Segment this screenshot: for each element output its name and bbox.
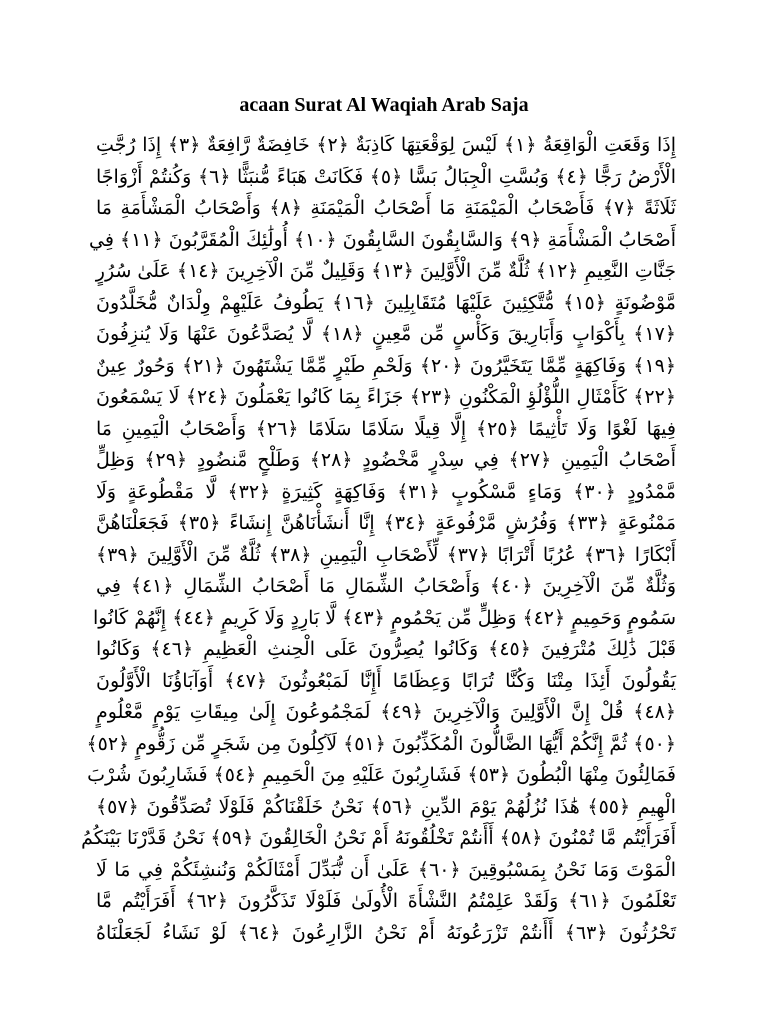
verse-line: ﴿٢٢﴾ كَأَمْثَالِ اللُّؤْلُؤِ الْمَكْنُونِ ﴿٢٣﴾ جَزَاءً بِمَا كَانُوا يَعْمَلُونَ ﴿٢٤﴾ لَا يَسْمَعُونَ [96, 386, 676, 408]
verse-line: تَحْرُثُونَ ﴿٦٣﴾ أَأَنتُمْ تَزْرَعُونَهُ أَمْ نَحْنُ الزَّارِعُونَ ﴿٦٤﴾ لَوْ نَشَاءُ لَجَعَلْنَاهُ [96, 921, 676, 944]
verse-line: قَبْلَ ذَٰلِكَ مُتْرَفِينَ ﴿٤٥﴾ وَكَانُوا يُصِرُّونَ عَلَى الْحِنثِ الْعَظِيمِ ﴿٤٦﴾ وَكَانُوا [96, 638, 676, 660]
verse-line: فَمَالِئُونَ مِنْهَا الْبُطُونَ ﴿٥٣﴾ فَشَارِبُونَ عَلَيْهِ مِنَ الْحَمِيمِ ﴿٥٤﴾ فَشَارِبُونَ شُرْبَ [87, 764, 676, 786]
verse-line: فِيهَا لَغْوًا وَلَا تَأْثِيمًا ﴿٢٥﴾ إِلَّا قِيلًا سَلَامًا سَلَامًا ﴿٢٦﴾ وَأَصْحَابُ الْيَمِينِ مَا [96, 417, 676, 440]
verse-line: مَّوْضُونَةٍ ﴿١٥﴾ مُّتَّكِئِينَ عَلَيْهَا مُتَقَابِلِينَ ﴿١٦﴾ يَطُوفُ عَلَيْهِمْ وِلْدَانٌ مُّخَلَّدُونَ [96, 291, 676, 314]
verse-line: أَصْحَابُ الْمَشْأَمَةِ ﴿٩﴾ وَالسَّابِقُونَ السَّابِقُونَ ﴿١٠﴾ أُولَٰئِكَ الْمُقَرَّبُونَ ﴿١١﴾ فِي [89, 228, 676, 251]
verse-line: وَثُلَّةٌ مِّنَ الْآخِرِينَ ﴿٤٠﴾ وَأَصْحَابُ الشِّمَالِ مَا أَصْحَابُ الشِّمَالِ ﴿٤١﴾ فِي [96, 575, 677, 597]
verse-line: مَمْنُوعَةٍ ﴿٣٣﴾ وَفُرُشٍ مَّرْفُوعَةٍ ﴿٣٤﴾ إِنَّا أَنشَأْنَاهُنَّ إِنشَاءً ﴿٣٥﴾ فَجَعَلْنَاهُنَّ [96, 512, 677, 534]
verse-line: أَبْكَارًا ﴿٣٦﴾ عُرُبًا أَتْرَابًا ﴿٣٧﴾ لِّأَصْحَابِ الْيَمِينِ ﴿٣٨﴾ ثُلَّةٌ مِّنَ الْأَوَّلِينَ ﴿٣٩﴾ [96, 543, 676, 566]
verse-line: الْمَوْتَ وَمَا نَحْنُ بِمَسْبُوقِينَ ﴿٦٠﴾ عَلَىٰ أَن نُّبَدِّلَ أَمْثَالَكُمْ وَنُنشِئَكُمْ فِي مَا لَا [96, 858, 676, 881]
verse-line: أَصْحَابُ الْيَمِينِ ﴿٢٧﴾ فِي سِدْرٍ مَّخْضُودٍ ﴿٢٨﴾ وَطَلْحٍ مَّنضُودٍ ﴿٢٩﴾ وَظِلٍّ [96, 449, 677, 471]
verse-line: ﴿٥٠﴾ ثُمَّ إِنَّكُمْ أَيُّهَا الضَّالُّونَ الْمُكَذِّبُونَ ﴿٥١﴾ لَآكِلُونَ مِن شَجَرٍ مِّن زَقُّومٍ ﴿٥٢﴾ [86, 732, 676, 755]
verse-line: ﴿١٧﴾ بِأَكْوَابٍ وَأَبَارِيقَ وَكَأْسٍ مِّن مَّعِينٍ ﴿١٨﴾ لَّا يُصَدَّعُونَ عَنْهَا وَلَا يُنزِفُونَ [96, 323, 676, 345]
verse-line: إِذَا وَقَعَتِ الْوَاقِعَةُ ﴿١﴾ لَيْسَ لِوَقْعَتِهَا كَاذِبَةٌ ﴿٢﴾ خَافِضَةٌ رَّافِعَةٌ ﴿٣﴾ إِذَا رُجَّتِ [96, 134, 676, 156]
page-title: acaan Surat Al Waqiah Arab Saja [239, 94, 529, 116]
verse-line: أَفَرَأَيْتُم مَّا تُمْنُونَ ﴿٥٨﴾ أَأَنتُمْ تَخْلُقُونَهُ أَمْ نَحْنُ الْخَالِقُونَ ﴿٥٩﴾ نَحْنُ قَدَّرْنَا بَيْنَكُمُ [81, 827, 676, 849]
verse-line: ﴿٤٨﴾ قُلْ إِنَّ الْأَوَّلِينَ وَالْآخِرِينَ ﴿٤٩﴾ لَمَجْمُوعُونَ إِلَىٰ مِيقَاتِ يَوْمٍ مَّعْلُومٍ [96, 701, 676, 723]
verse-line: الْأَرْضُ رَجًّا ﴿٤﴾ وَبُسَّتِ الْجِبَالُ بَسًّا ﴿٥﴾ فَكَانَتْ هَبَاءً مُّنبَثًّا ﴿٦﴾ وَكُنتُمْ أَزْوَاجًا [96, 165, 676, 188]
arabic-verse-block [81, 130, 677, 949]
verse-line: مَّمْدُودٍ ﴿٣٠﴾ وَمَاءٍ مَّسْكُوبٍ ﴿٣١﴾ وَفَاكِهَةٍ كَثِيرَةٍ ﴿٣٢﴾ لَّا مَقْطُوعَةٍ وَلَا [96, 480, 676, 503]
verse-line: ثَلَاثَةً ﴿٧﴾ فَأَصْحَابُ الْمَيْمَنَةِ مَا أَصْحَابُ الْمَيْمَنَةِ ﴿٨﴾ وَأَصْحَابُ الْمَشْأَمَةِ مَا [96, 197, 676, 219]
verse-line: سَمُومٍ وَحَمِيمٍ ﴿٤٢﴾ وَظِلٍّ مِّن يَحْمُومٍ ﴿٤٣﴾ لَّا بَارِدٍ وَلَا كَرِيمٍ ﴿٤٤﴾ إِنَّهُمْ كَانُوا [92, 606, 676, 629]
verse-line: جَنَّاتِ النَّعِيمِ ﴿١٢﴾ ثُلَّةٌ مِّنَ الْأَوَّلِينَ ﴿١٣﴾ وَقَلِيلٌ مِّنَ الْآخِرِينَ ﴿١٤﴾ عَلَىٰ سُرُرٍ [95, 260, 676, 282]
verse-line: ﴿١٩﴾ وَفَاكِهَةٍ مِّمَّا يَتَخَيَّرُونَ ﴿٢٠﴾ وَلَحْمِ طَيْرٍ مِّمَّا يَشْتَهُونَ ﴿٢١﴾ وَحُورٌ عِينٌ [96, 354, 676, 377]
verse-line: تَعْلَمُونَ ﴿٦١﴾ وَلَقَدْ عَلِمْتُمُ النَّشْأَةَ الْأُولَىٰ فَلَوْلَا تَذَكَّرُونَ ﴿٦٢﴾ أَفَرَأَيْتُم مَّا [96, 890, 677, 912]
verse-line: الْهِيمِ ﴿٥٥﴾ هَٰذَا نُزُلُهُمْ يَوْمَ الدِّينِ ﴿٥٦﴾ نَحْنُ خَلَقْنَاكُمْ فَلَوْلَا تُصَدِّقُونَ ﴿٥٧﴾ [96, 795, 677, 818]
verse-line: يَقُولُونَ أَئِذَا مِتْنَا وَكُنَّا تُرَابًا وَعِظَامًا أَإِنَّا لَمَبْعُوثُونَ ﴿٤٧﴾ أَوَآبَاؤُنَا الْأَوَّلُونَ [96, 669, 676, 692]
